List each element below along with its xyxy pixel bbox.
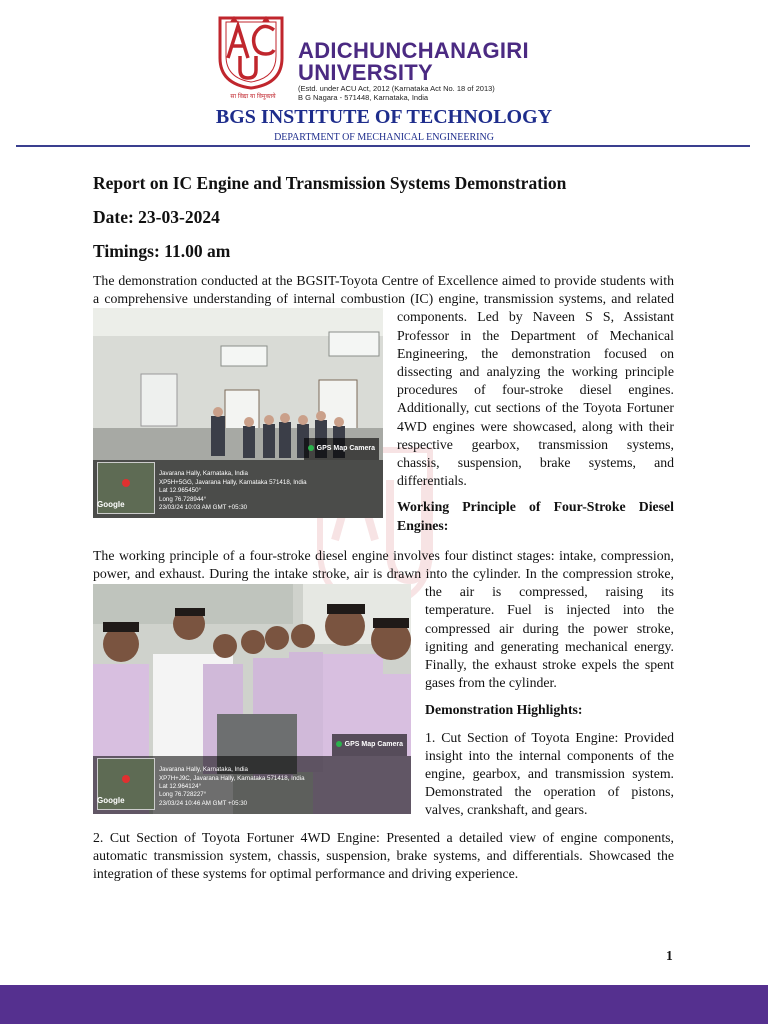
logo-motto: सा विद्या या विमुक्तये <box>230 93 276 100</box>
highlight-item-1: 1. Cut Section of Toyota Engine: Provided insight into the internal components of the engine, gearbox, and transmission system. Demonstrated the operation of pistons, valves, crankshaft, and gears. <box>425 729 674 818</box>
gps-timestamp: 23/03/24 10:03 AM GMT +05:30 <box>159 504 248 511</box>
estd-line: (Estd. under ACU Act, 2012 (Karnataka Act No. 18 of 2013) <box>298 84 495 93</box>
gps-camera-tag <box>332 734 407 756</box>
gps-tag-label: GPS Map Camera <box>344 741 403 749</box>
gps-long: Long 76.728944° <box>159 495 207 503</box>
gps-details <box>159 766 305 808</box>
gps-place: Javarana Hally, Karnataka, India <box>159 766 248 774</box>
gps-tag-icon <box>336 741 342 747</box>
map-pin-icon <box>122 479 130 487</box>
working-heading-text: Working Principle of Four-Stroke Diesel Engines: <box>397 499 674 533</box>
intro-paragraph <box>93 272 674 511</box>
report-body <box>93 172 674 883</box>
intro-text-part-1: The demonstration conducted at the BGSIT-Toyota Centre of Excellence aimed to provide students with a comprehensive understanding of internal combustion (IC) engine, <box>93 273 674 307</box>
department-name: DEPARTMENT OF MECHANICAL ENGINEERING <box>274 132 494 143</box>
working-text-part-1: The working principle of a four-stroke diesel engine involves four distinct stages: intake, compression, power, and exhaust. During the intake stroke, air is drawn into the cylinder. <box>93 547 674 582</box>
gps-overlay <box>93 756 411 814</box>
header-divider <box>16 145 750 147</box>
gps-overlay <box>93 460 383 518</box>
footer-band <box>0 985 768 1024</box>
google-watermark: Google <box>97 796 125 806</box>
gps-long: Long 76.728227° <box>159 791 207 799</box>
intro-text-part-2: transmission systems, and related components. Led by Naveen S S, Assistant Professor in the Department of Mechanical Engineering, the demonstration focused on dissecting and analyzing the working principle procedures of four-stroke diesel engines. Additionally, cut sections of the Toyota Fortuner 4WD engines were showcased, along with their respective gearbox, transmission systems, chassis, suspension, brake systems, and differentials. <box>397 291 674 489</box>
gps-lat: Lat 12.965450° <box>159 487 202 495</box>
demonstration-photo-classroom <box>93 308 383 518</box>
address-line: B G Nagara - 571448, Karnataka, India <box>298 93 429 102</box>
university-subtitle <box>298 84 495 102</box>
gps-tag-label: GPS Map Camera <box>316 445 375 453</box>
gps-tag-icon <box>308 445 314 451</box>
university-name <box>298 40 529 84</box>
gps-place: Javarana Hally, Karnataka, India <box>159 470 248 478</box>
gps-address: XP5H+5GG, Javarana Hally, Karnataka 571418, India <box>159 478 307 486</box>
gps-details <box>159 470 307 512</box>
university-name-line1: ADICHUNCHANAGIRI <box>298 38 529 63</box>
report-date: Date: 23-03-2024 <box>93 207 220 227</box>
demonstration-photo-students <box>93 584 411 814</box>
page-number: 1 <box>666 948 673 963</box>
gps-lat: Lat 12.964124° <box>159 783 202 791</box>
working-text-part-2: In the compression stroke, the air is compressed, raising its temperature. Fuel is injected into the compressed air during the power stroke, igniting and generating mechanical energy. Finally, the exhaust stroke expels the spent gases from the cylinder. <box>425 566 674 691</box>
gps-timestamp: 23/03/24 10:46 AM GMT +05:30 <box>159 799 248 807</box>
university-logo <box>216 14 286 90</box>
institute-name: BGS INSTITUTE OF TECHNOLOGY <box>215 106 553 128</box>
report-timings: Timings: 11.00 am <box>93 241 231 261</box>
intro-text <box>93 273 674 511</box>
map-pin-icon <box>122 775 130 783</box>
report-title: Report on IC Engine and Transmission Systems Demonstration <box>93 173 567 193</box>
gps-address: XP7H+J9C, Javarana Hally, Karnataka 571418, India <box>159 774 305 782</box>
university-name-line2: UNIVERSITY <box>298 60 434 85</box>
highlight-item-2: 2. Cut Section of Toyota Fortuner 4WD Engine: Presented a detailed view of engine components, automatic transmission system, chassis, suspension, brake systems, and differentials. Showcased the integration of these systems for optimal performance and driving experience. <box>93 829 674 882</box>
google-watermark: Google <box>97 500 125 510</box>
highlights-heading-text: Demonstration Highlights: <box>425 702 583 718</box>
gps-camera-tag <box>304 438 379 460</box>
